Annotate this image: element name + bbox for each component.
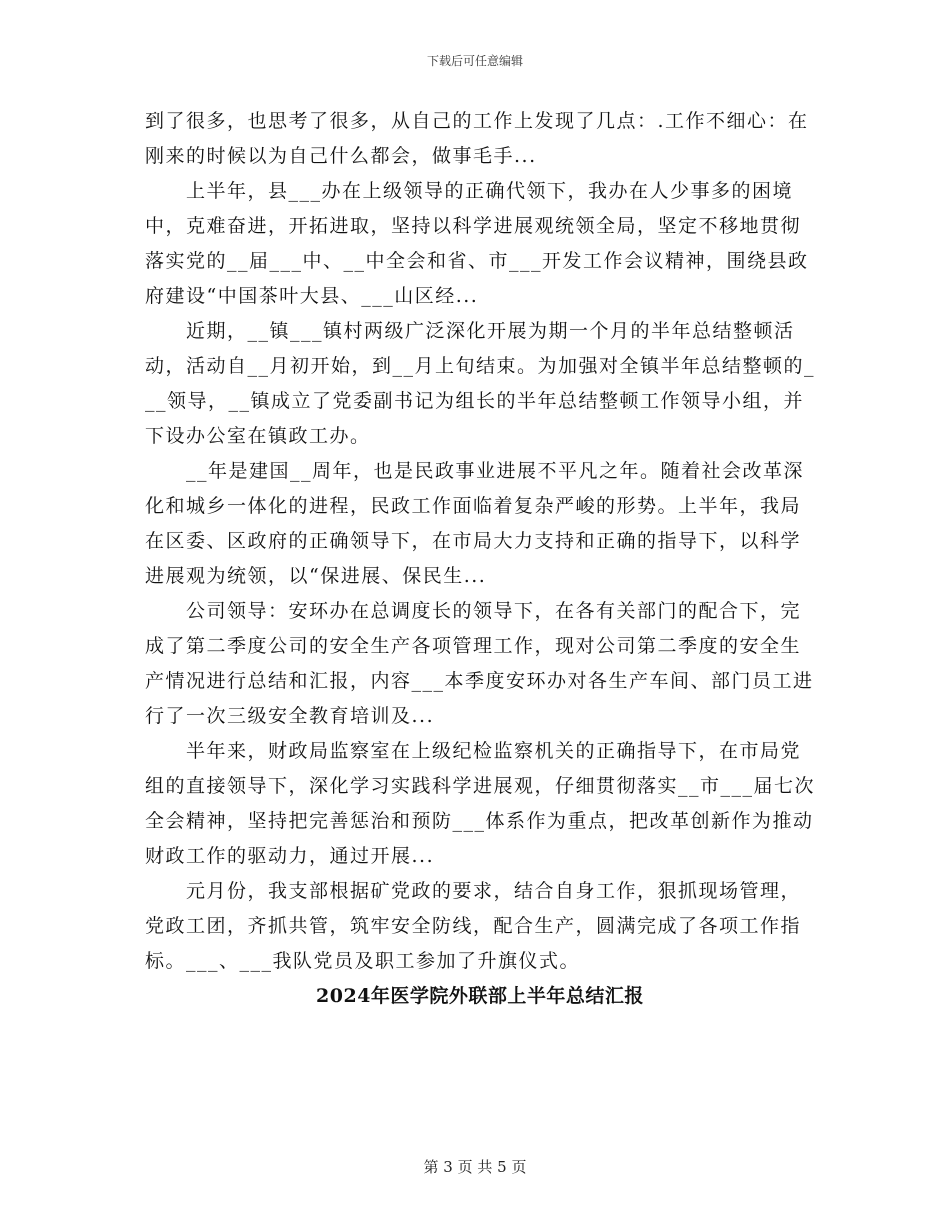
document-body <box>145 104 815 1014</box>
page-header-note: 下载后可任意编辑 <box>426 54 523 68</box>
paragraph-continued: 到了很多，也思考了很多，从自己的工作上发现了几点：.工作不细心：在刚来的时候以为自己什么都会，做事毛手... <box>145 110 809 167</box>
paragraph: 公司领导：安环办在总调度长的领导下，在各有关部门的配合下，完成了第二季度公司的安全生产各项管理工作，现对公司第二季度的安全生产情况进行总结和汇报，内容___本季度安环办对各生产车间、部门员工进行了一次三级安全教育培训及... <box>145 600 814 727</box>
paragraph: 半年来，财政局监察室在上级纪检监察机关的正确指导下，在市局党组的直接领导下，深化学习实践科学进展观，仔细贯彻落实__市___届七次全会精神，坚持把完善惩治和预防___体系作为重点，把改革创新作为推动财政工作的驱动力，通过开展... <box>145 740 816 867</box>
paragraph: __年是建国__周年，也是民政事业进展不平凡之年。随着社会改革深化和城乡一体化的进程，民政工作面临着复杂严峻的形势。上半年，我局在区委、区政府的正确领导下，在市局大力支持和正确的指导下，以科学进展观为统领，以“保进展、保民生... <box>145 460 805 587</box>
document-title: 2024年医学院外联部上半年总结汇报 <box>316 985 644 1007</box>
paragraph: 近期，__镇___镇村两级广泛深化开展为期一个月的半年总结整顿活动，活动自__月初开始，到__月上旬结束。为加强对全镇半年总结整顿的___领导，__镇成立了党委副书记为组长的半年总结整顿工作领导小组，并下设办公室在镇政工办。 <box>145 320 816 447</box>
page-number: 第 3 页 共 5 页 <box>423 1158 527 1176</box>
paragraph: 元月份，我支部根据矿党政的要求，结合自身工作，狠抓现场管理，党政工团，齐抓共管，筑牢安全防线，配合生产，圆满完成了各项工作指标。___、___我队党员及职工参加了升旗仪式。 <box>145 880 802 972</box>
paragraph: 上半年，县___办在上级领导的正确代领下，我办在人少事多的困境中，克难奋进，开拓进取，坚持以科学进展观统领全局，坚定不移地贯彻落实党的__届___中、__中全会和省、市___开发工作会议精神，围绕县政府建设“中国茶叶大县、___山区经... <box>145 180 809 307</box>
